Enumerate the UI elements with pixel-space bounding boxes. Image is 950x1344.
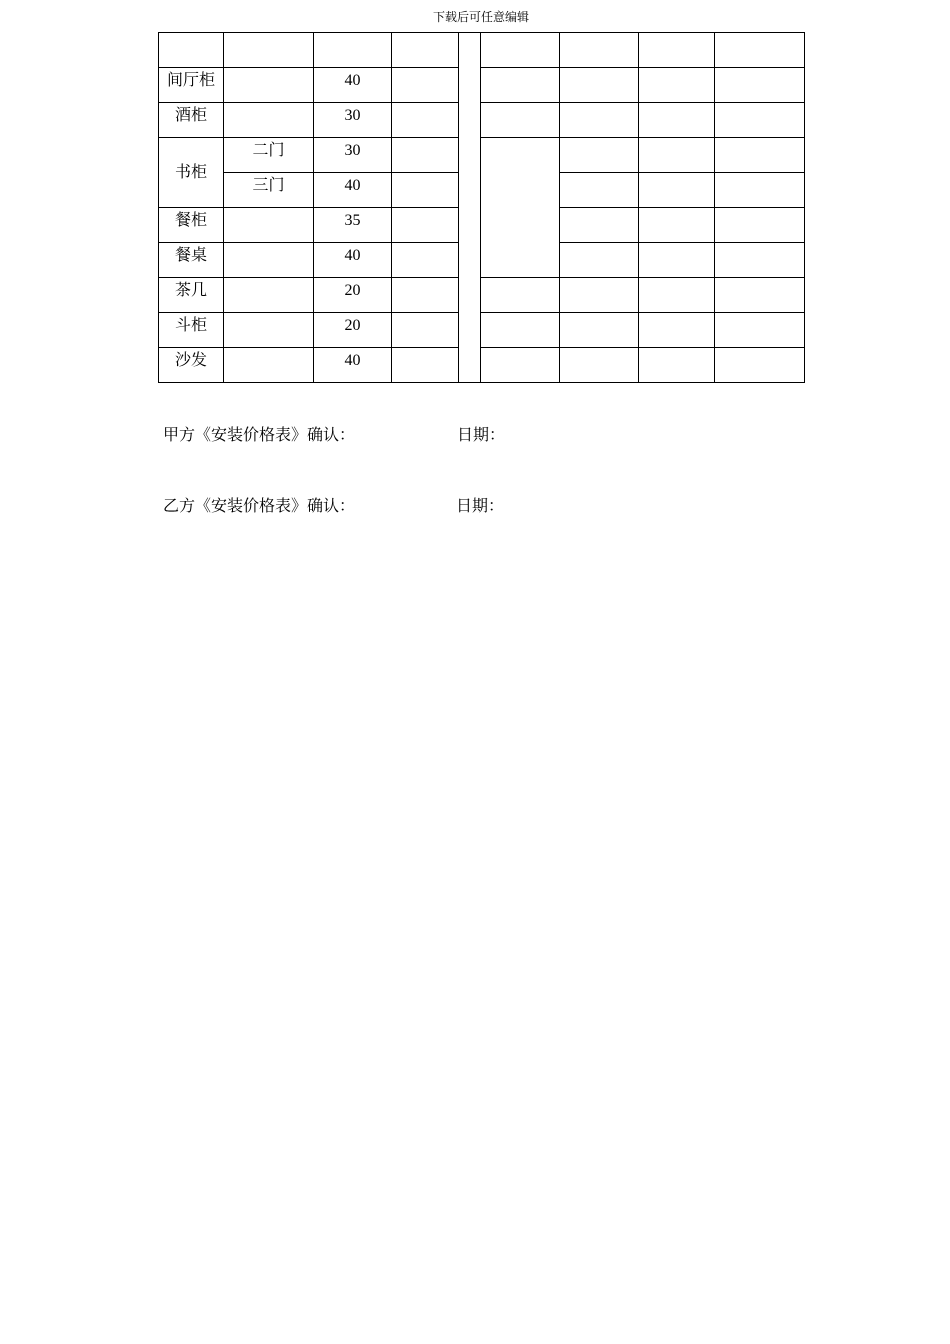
table-cell bbox=[715, 348, 805, 383]
item-sub: 二门 bbox=[224, 138, 314, 173]
table-cell bbox=[560, 138, 639, 173]
item-name: 书柜 bbox=[159, 138, 224, 208]
item-price: 40 bbox=[314, 68, 392, 103]
table-cell bbox=[392, 173, 459, 208]
item-sub bbox=[224, 68, 314, 103]
party-a-date-label: 日期： bbox=[457, 427, 506, 444]
merged-cell bbox=[481, 138, 560, 278]
table-cell bbox=[392, 348, 459, 383]
item-price: 40 bbox=[314, 173, 392, 208]
table-cell bbox=[560, 173, 639, 208]
table-cell bbox=[481, 348, 560, 383]
table-cell bbox=[560, 208, 639, 243]
table-cell bbox=[715, 33, 805, 68]
item-sub bbox=[224, 278, 314, 313]
table-cell bbox=[392, 138, 459, 173]
item-sub bbox=[224, 103, 314, 138]
page-header-note: 下载后可任意编辑 bbox=[432, 10, 529, 24]
item-price: 20 bbox=[314, 313, 392, 348]
party-a-confirm-label: 甲方《安装价格表》确认： bbox=[163, 427, 356, 444]
item-name: 酒柜 bbox=[159, 103, 224, 138]
table-cell bbox=[560, 243, 639, 278]
table-cell bbox=[560, 313, 639, 348]
table-cell bbox=[715, 68, 805, 103]
item-price: 40 bbox=[314, 348, 392, 383]
table-row bbox=[159, 138, 805, 173]
table-row bbox=[159, 103, 805, 138]
table-cell bbox=[639, 33, 715, 68]
table-cell bbox=[314, 33, 392, 68]
item-sub bbox=[224, 313, 314, 348]
item-price: 40 bbox=[314, 243, 392, 278]
item-price: 30 bbox=[314, 103, 392, 138]
table-cell bbox=[560, 103, 639, 138]
table-row bbox=[159, 33, 805, 68]
install-price-table bbox=[158, 32, 805, 383]
item-name: 沙发 bbox=[159, 348, 224, 383]
table-cell bbox=[715, 173, 805, 208]
table-cell bbox=[639, 173, 715, 208]
item-name: 餐柜 bbox=[159, 208, 224, 243]
table-cell bbox=[715, 138, 805, 173]
item-price: 30 bbox=[314, 138, 392, 173]
table-cell bbox=[481, 33, 560, 68]
table-cell bbox=[392, 278, 459, 313]
table-row bbox=[159, 348, 805, 383]
table-cell bbox=[639, 103, 715, 138]
table-cell bbox=[560, 33, 639, 68]
table-row bbox=[159, 313, 805, 348]
table-cell bbox=[639, 278, 715, 313]
table-cell bbox=[715, 103, 805, 138]
item-name: 间厅柜 bbox=[159, 68, 224, 103]
table-cell bbox=[392, 208, 459, 243]
table-cell bbox=[392, 68, 459, 103]
item-sub bbox=[224, 208, 314, 243]
item-name: 餐桌 bbox=[159, 243, 224, 278]
table-cell bbox=[392, 313, 459, 348]
table-cell bbox=[481, 278, 560, 313]
table-cell bbox=[715, 208, 805, 243]
table-cell bbox=[715, 313, 805, 348]
party-b-confirm-label: 乙方《安装价格表》确认： bbox=[163, 498, 356, 515]
table-cell bbox=[392, 33, 459, 68]
table-cell bbox=[639, 313, 715, 348]
separator-column bbox=[459, 33, 481, 383]
table-cell bbox=[639, 243, 715, 278]
item-name: 茶几 bbox=[159, 278, 224, 313]
table-cell bbox=[639, 348, 715, 383]
table-cell bbox=[392, 243, 459, 278]
table-cell bbox=[224, 33, 314, 68]
item-sub bbox=[224, 243, 314, 278]
table-cell bbox=[715, 243, 805, 278]
table-cell bbox=[392, 103, 459, 138]
item-sub bbox=[224, 348, 314, 383]
table-cell bbox=[481, 103, 560, 138]
table-cell bbox=[639, 138, 715, 173]
table-cell bbox=[715, 278, 805, 313]
table-cell bbox=[560, 278, 639, 313]
party-b-date-label: 日期： bbox=[456, 498, 505, 515]
item-price: 35 bbox=[314, 208, 392, 243]
table-cell bbox=[560, 68, 639, 103]
item-sub: 三门 bbox=[224, 173, 314, 208]
table-row bbox=[159, 278, 805, 313]
table-cell bbox=[159, 33, 224, 68]
table-row bbox=[159, 68, 805, 103]
table-cell bbox=[560, 348, 639, 383]
table-cell bbox=[481, 68, 560, 103]
table-cell bbox=[639, 208, 715, 243]
item-price: 20 bbox=[314, 278, 392, 313]
item-name: 斗柜 bbox=[159, 313, 224, 348]
table-cell bbox=[639, 68, 715, 103]
table-cell bbox=[481, 313, 560, 348]
